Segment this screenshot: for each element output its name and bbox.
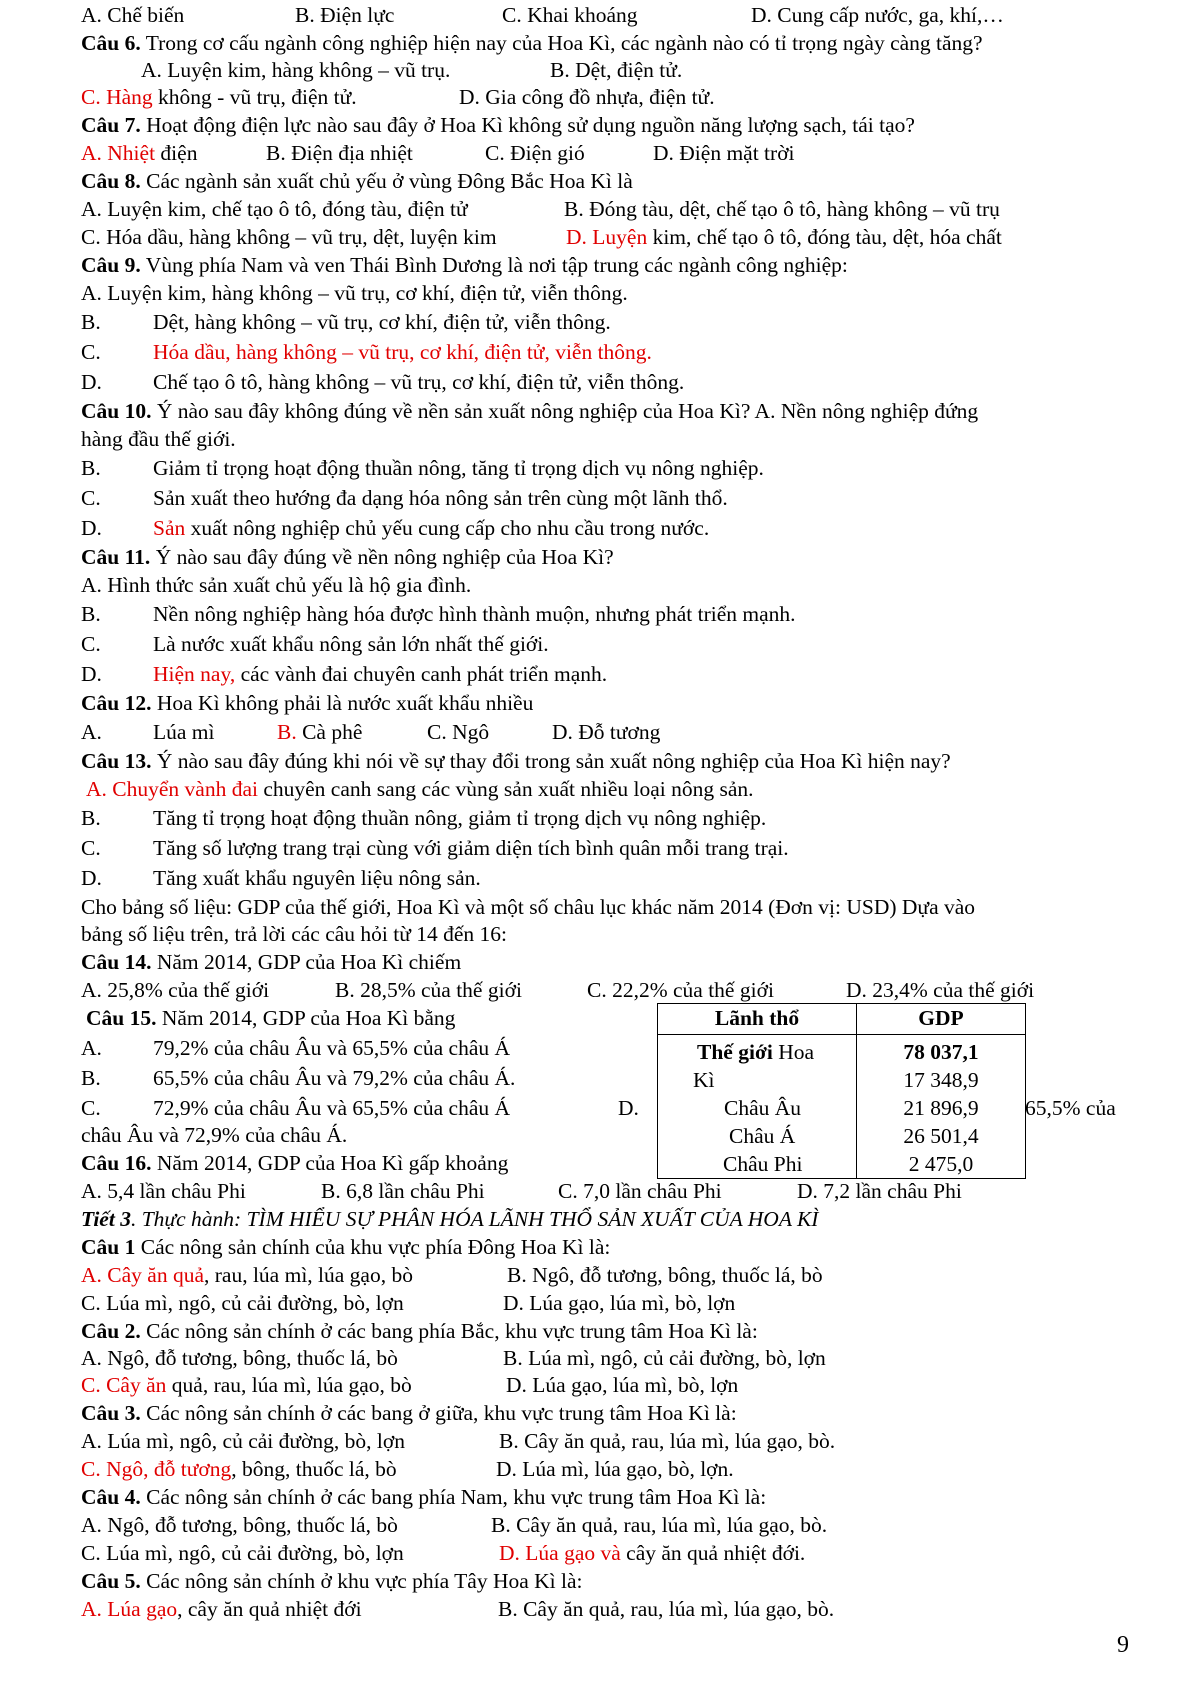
option-a-highlight: A. Nhiệt (81, 141, 156, 165)
options-line (81, 196, 1000, 222)
option-c-line (81, 339, 652, 365)
question-14 (81, 949, 461, 975)
table-intro-cont: bảng số liệu trên, trả lời các câu hỏi từ 14 đến 16: (81, 922, 508, 946)
option-c-highlight: C. Hàng (81, 85, 153, 109)
option-d-letter: D. (618, 1096, 639, 1120)
options-line (81, 1262, 823, 1288)
section-label: Tiết 3 (81, 1207, 131, 1231)
question-text: Năm 2014, GDP của Hoa Kì gấp khoảng (151, 1151, 509, 1175)
territory-cell (658, 1035, 857, 1179)
practice-question-5 (81, 1568, 583, 1594)
section-heading (81, 1206, 818, 1232)
question-13 (81, 748, 951, 774)
option-d-highlight: D. Lúa gạo và (499, 1541, 621, 1565)
question-text: Ý nào sau đây đúng khi nói về sự thay đổi trong sản xuất nông nghiệp của Hoa Kì hiện nay? (151, 749, 951, 773)
option-c-highlight: C. Ngô, đỗ tương (81, 1457, 232, 1481)
option-a: A. Chế biến (81, 3, 185, 27)
options-line (81, 1428, 836, 1454)
option-a-line (86, 776, 754, 802)
question-text: Các nông sản chính của khu vực phía Đông Hoa Kì là: (135, 1235, 611, 1259)
option-a: A. Luyện kim, hàng không – vũ trụ, cơ khí, điện tử, viễn thông. (81, 281, 628, 305)
option-d: các vành đai chuyên canh phát triển mạnh. (235, 662, 608, 686)
option-d-highlight: Sản (153, 516, 186, 540)
question-number: Câu 11. (81, 545, 151, 569)
question-text: Hoạt động điện lực nào sau đây ở Hoa Kì không sử dụng nguồn năng lượng sạch, tái tạo? (140, 113, 915, 137)
territory-world: Thế giới (697, 1040, 773, 1064)
option-letter: B. (81, 1066, 101, 1090)
option-a: điện (155, 141, 198, 165)
question-6 (81, 30, 983, 56)
question-number: Câu 9. (81, 253, 141, 277)
gdp-africa: 2 475,0 (908, 1152, 974, 1176)
territory-europe: Châu Âu (724, 1096, 802, 1120)
option-c: C. Lúa mì, ngô, củ cải đường, bò, lợn (81, 1291, 404, 1315)
question-text: Năm 2014, GDP của Hoa Kì chiếm (151, 950, 462, 974)
option-a: , cây ăn quả nhiệt đới (177, 1597, 362, 1621)
options-line (81, 1540, 806, 1566)
option-letter: B. (81, 310, 101, 334)
option-a: Lúa mì (153, 720, 215, 744)
option-d: D. 23,4% của thế giới (846, 978, 1035, 1002)
question-text: Hoa Kì không phải là nước xuất khẩu nhiều (151, 691, 534, 715)
option-b-line (81, 309, 611, 335)
question-9 (81, 252, 848, 278)
table-header-row (658, 1004, 1026, 1035)
option-b-highlight: B. (277, 720, 297, 744)
option-letter: C. (81, 632, 101, 656)
options-line (81, 1345, 826, 1371)
territory-asia: Châu Á (729, 1124, 796, 1148)
question-text-cont: hàng đầu thế giới. (81, 427, 236, 451)
question-16 (81, 1150, 508, 1176)
option-letter: A. (81, 1036, 102, 1060)
option-letter: D. (81, 370, 102, 394)
option-a: A. Ngô, đỗ tương, bông, thuốc lá, bò (81, 1513, 398, 1537)
options-line (81, 1178, 962, 1204)
option-b: B. Cây ăn quả, rau, lúa mì, lúa gạo, bò. (491, 1513, 828, 1537)
option-c: Hóa dầu, hàng không – vũ trụ, cơ khí, điện tử, viễn thông. (153, 340, 652, 364)
option-b: B. Đóng tàu, dệt, chế tạo ô tô, hàng không – vũ trụ (564, 197, 1000, 221)
option-letter: A. (81, 720, 102, 744)
page-number: 9 (1117, 1632, 1129, 1658)
question-number: Câu 16. (81, 1151, 152, 1175)
option-b-line (81, 1065, 515, 1091)
question-text: Các nông sản chính ở khu vực phía Tây Hoa Kì là: (140, 1569, 583, 1593)
question-8 (81, 168, 633, 194)
option-b: Nền nông nghiệp hàng hóa được hình thành muộn, nhưng phát triển mạnh. (153, 602, 796, 626)
option-c-line (81, 485, 728, 511)
option-d: cây ăn quả nhiệt đới. (620, 1541, 806, 1565)
question-number: Câu 7. (81, 113, 141, 137)
option-c: quả, rau, lúa mì, lúa gạo, bò (166, 1373, 412, 1397)
option-a: A. Hình thức sản xuất chủ yếu là hộ gia đình. (81, 573, 472, 597)
option-d: D. Cung cấp nước, ga, khí,… (751, 3, 1004, 27)
option-a-highlight: A. Lúa gạo (81, 1597, 178, 1621)
option-d: 65,5% của (1025, 1096, 1116, 1120)
option-c: C. Điện gió (485, 141, 585, 165)
option-a: chuyên canh sang các vùng sản xuất nhiều loại nông sản. (257, 777, 754, 801)
option-a: A. 25,8% của thế giới (81, 978, 270, 1002)
options-line (141, 57, 683, 83)
option-b: Tăng tỉ trọng hoạt động thuần nông, giảm tỉ trọng dịch vụ nông nghiệp. (153, 806, 767, 830)
options-line (81, 224, 1002, 250)
question-number: Câu 13. (81, 749, 152, 773)
question-number: Câu 15. (86, 1006, 157, 1030)
option-d: D. Lúa gạo, lúa mì, bò, lợn (503, 1291, 736, 1315)
option-letter: D. (81, 866, 102, 890)
option-letter: B. (81, 602, 101, 626)
option-d: D. Lúa mì, lúa gạo, bò, lợn. (496, 1457, 734, 1481)
option-b-line (81, 601, 796, 627)
options-line (81, 84, 715, 110)
territory-usa: Hoa (772, 1040, 815, 1064)
options-line (81, 2, 1004, 28)
question-number: Câu 6. (81, 31, 141, 55)
table-row (658, 1035, 1026, 1179)
option-d-highlight: Hiện nay, (153, 662, 236, 686)
territory-africa: Châu Phi (723, 1152, 803, 1176)
option-a-line (81, 1035, 510, 1061)
option-b: B. Cây ăn quả, rau, lúa mì, lúa gạo, bò. (498, 1597, 835, 1621)
question-text: Các nông sản chính ở các bang phía Bắc, khu vực trung tâm Hoa Kì là: (140, 1319, 758, 1343)
option-c: C. Lúa mì, ngô, củ cải đường, bò, lợn (81, 1541, 404, 1565)
option-b: B. Điện địa nhiệt (266, 141, 413, 165)
option-letter: B. (81, 806, 101, 830)
option-b: Cà phê (296, 720, 363, 744)
question-text: Các ngành sản xuất chủ yếu ở vùng Đông Bắc Hoa Kì là (140, 169, 633, 193)
question-text: Ý nào sau đây đúng về nền nông nghiệp của Hoa Kì? (150, 545, 614, 569)
option-c-line (81, 835, 789, 861)
question-15 (86, 1005, 455, 1031)
options-line (81, 140, 795, 166)
option-d: xuất nông nghiệp chủ yếu cung cấp cho nhu cầu trong nước. (185, 516, 710, 540)
option-c: C. Hóa dầu, hàng không – vũ trụ, dệt, luyện kim (81, 225, 497, 249)
question-text: Vùng phía Nam và ven Thái Bình Dương là nơi tập trung các ngành công nghiệp: (140, 253, 848, 277)
practice-question-3 (81, 1400, 737, 1426)
table-intro: Cho bảng số liệu: GDP của thế giới, Hoa Kì và một số châu lục khác năm 2014 (Đơn vị: USD) Dựa vào (81, 895, 976, 919)
gdp-europe: 21 896,9 (903, 1096, 979, 1120)
option-d: D. Lúa gạo, lúa mì, bò, lợn (506, 1373, 739, 1397)
option-d-line (81, 661, 607, 687)
option-c: 72,9% của châu Âu và 65,5% của châu Á (153, 1096, 511, 1120)
option-a: A. 5,4 lần châu Phi (81, 1179, 246, 1203)
options-line (81, 1456, 734, 1482)
option-d-line (81, 369, 684, 395)
practice-question-4 (81, 1484, 766, 1510)
question-number: Câu 5. (81, 1569, 141, 1593)
header-gdp: GDP (857, 1004, 1026, 1035)
option-b-line (81, 805, 766, 831)
option-a: 79,2% của châu Âu và 65,5% của châu Á (153, 1036, 511, 1060)
question-number: Câu 8. (81, 169, 141, 193)
option-d: D. Điện mặt trời (653, 141, 795, 165)
option-c: , bông, thuốc lá, bò (231, 1457, 397, 1481)
territory-usa-cont: Kì (693, 1068, 715, 1092)
question-10 (81, 398, 978, 424)
option-c: C. Ngô (427, 720, 490, 744)
question-number: Câu 1 (81, 1235, 136, 1259)
option-c: C. Khai khoáng (502, 3, 638, 27)
gdp-table (657, 1003, 1026, 1179)
option-b: B. 6,8 lần châu Phi (321, 1179, 485, 1203)
question-7 (81, 112, 915, 138)
option-a: , rau, lúa mì, lúa gạo, bò (204, 1263, 413, 1287)
option-c: C. 7,0 lần châu Phi (558, 1179, 722, 1203)
option-a-highlight: A. Cây ăn quả (81, 1263, 204, 1287)
option-c-line (81, 631, 549, 657)
option-d: kim, chế tạo ô tô, đóng tàu, dệt, hóa chất (647, 225, 1002, 249)
practice-question-1 (81, 1234, 610, 1260)
question-text: Ý nào sau đây không đúng về nền sản xuất nông nghiệp của Hoa Kì? A. Nền nông nghiệp đứng (151, 399, 979, 423)
option-b: B. 28,5% của thế giới (335, 978, 522, 1002)
option-d: D. Gia công đồ nhựa, điện tử. (459, 85, 715, 109)
option-a: A. Ngô, đỗ tương, bông, thuốc lá, bò (81, 1346, 398, 1370)
option-b: Giảm tỉ trọng hoạt động thuần nông, tăng tỉ trọng dịch vụ nông nghiệp. (153, 456, 764, 480)
option-b: B. Cây ăn quả, rau, lúa mì, lúa gạo, bò. (499, 1429, 836, 1453)
option-letter: D. (81, 516, 102, 540)
question-number: Câu 12. (81, 691, 152, 715)
question-number: Câu 4. (81, 1485, 141, 1509)
gdp-usa: 17 348,9 (903, 1068, 979, 1092)
question-number: Câu 10. (81, 399, 152, 423)
practice-question-2 (81, 1318, 758, 1344)
option-b: 65,5% của châu Âu và 79,2% của châu Á. (153, 1066, 516, 1090)
section-title: . Thực hành: TÌM HIỂU SỰ PHÂN HÓA LÃNH THỔ SẢN XUẤT CỦA HOA KÌ (130, 1207, 819, 1231)
gdp-cell (857, 1035, 1026, 1179)
option-b: B. Điện lực (295, 3, 395, 27)
option-a-highlight: A. Chuyển vành đai (86, 777, 258, 801)
option-b: B. Ngô, đỗ tương, bông, thuốc lá, bò (507, 1263, 823, 1287)
option-d: Tăng xuất khẩu nguyên liệu nông sản. (153, 866, 481, 890)
option-c: C. 22,2% của thế giới (587, 978, 774, 1002)
option-c: Sản xuất theo hướng đa dạng hóa nông sản trên cùng một lãnh thổ. (153, 486, 728, 510)
option-a: A. Lúa mì, ngô, củ cải đường, bò, lợn (81, 1429, 405, 1453)
option-letter: C. (81, 340, 101, 364)
option-a: A. Luyện kim, chế tạo ô tô, đóng tàu, điện tử (81, 197, 468, 221)
question-text: Các nông sản chính ở các bang phía Nam, khu vực trung tâm Hoa Kì là: (140, 1485, 767, 1509)
option-letter: B. (81, 456, 101, 480)
option-letter: C. (81, 486, 101, 510)
option-b-line (81, 455, 764, 481)
options-line (81, 1372, 739, 1398)
option-a: A. Luyện kim, hàng không – vũ trụ. (141, 58, 451, 82)
question-12 (81, 690, 533, 716)
options-line (81, 719, 661, 745)
question-number: Câu 2. (81, 1319, 141, 1343)
option-d-highlight: D. Luyện (566, 225, 648, 249)
question-text: Năm 2014, GDP của Hoa Kì bằng (156, 1006, 456, 1030)
options-line (81, 1290, 736, 1316)
question-number: Câu 14. (81, 950, 152, 974)
option-c-highlight: C. Cây ăn (81, 1373, 167, 1397)
option-d-cont: châu Âu và 72,9% của châu Á. (81, 1123, 348, 1147)
gdp-asia: 26 501,4 (903, 1124, 979, 1148)
option-letter: C. (81, 1096, 101, 1120)
option-c: không - vũ trụ, điện tử. (152, 85, 357, 109)
option-c: Tăng số lượng trang trại cùng với giảm diện tích bình quân mỗi trang trại. (153, 836, 789, 860)
option-b: B. Dệt, điện tử. (550, 58, 683, 82)
option-d-line (81, 515, 709, 541)
option-b: Dệt, hàng không – vũ trụ, cơ khí, điện tử, viễn thông. (153, 310, 611, 334)
header-territory: Lãnh thổ (658, 1004, 857, 1035)
option-b: B. Lúa mì, ngô, củ cải đường, bò, lợn (503, 1346, 826, 1370)
option-d: D. Đỗ tương (552, 720, 661, 744)
gdp-world: 78 037,1 (903, 1040, 979, 1064)
option-c: Là nước xuất khẩu nông sản lớn nhất thế giới. (153, 632, 549, 656)
question-text: Các nông sản chính ở các bang ở giữa, khu vực trung tâm Hoa Kì là: (140, 1401, 737, 1425)
question-text: Trong cơ cấu ngành công nghiệp hiện nay của Hoa Kì, các ngành nào có tỉ trọng ngày càng tăng? (140, 31, 983, 55)
options-line (81, 1512, 828, 1538)
question-number: Câu 3. (81, 1401, 141, 1425)
options-line (81, 977, 1035, 1003)
option-letter: D. (81, 662, 102, 686)
options-line (81, 1596, 835, 1622)
option-d-line (81, 865, 481, 891)
option-d: D. 7,2 lần châu Phi (797, 1179, 962, 1203)
option-d: Chế tạo ô tô, hàng không – vũ trụ, cơ khí, điện tử, viễn thông. (153, 370, 685, 394)
question-11 (81, 544, 614, 570)
option-letter: C. (81, 836, 101, 860)
